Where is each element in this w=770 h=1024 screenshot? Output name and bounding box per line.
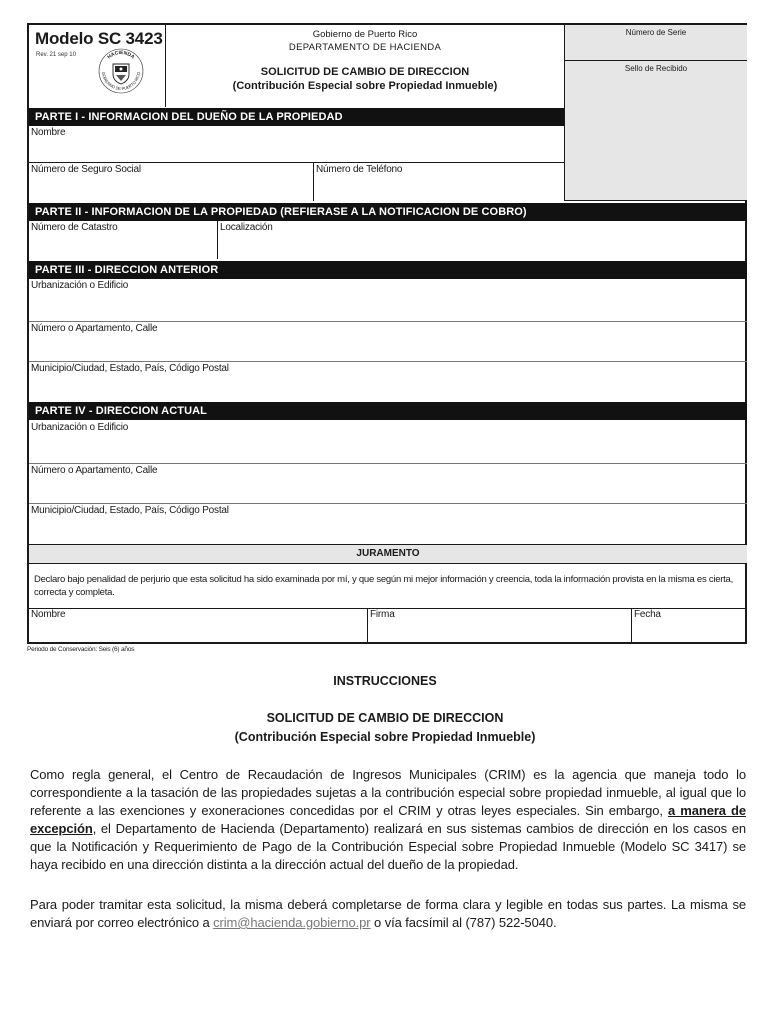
signature-field[interactable]: [368, 608, 631, 642]
previous-city-field[interactable]: [29, 362, 747, 401]
ssn-field[interactable]: [29, 163, 313, 201]
current-urbanization-label: Urbanización o Edificio: [31, 422, 129, 433]
phone-label: Número de Teléfono: [316, 164, 403, 175]
part3-header: PARTE III - DIRECCION ANTERIOR: [29, 261, 747, 279]
paragraph-2-text-end: o vía facsímil al (787) 522-5040.: [370, 915, 557, 930]
previous-city-label: Municipio/Ciudad, Estado, País, Código Postal: [31, 363, 229, 374]
paragraph-1-text-end: , el Departamento de Hacienda (Departamento) realizará en sus sistemas cambios de dirección en los casos en que la Notificación y Requerimiento de Pago de la Contribución Especial sobre Propiedad Inmueble (Modelo SC 3417) se haya recibido en una dirección distinta a la dirección actual del dueño de la propiedad.: [30, 821, 746, 872]
location-label: Localización: [220, 222, 273, 233]
instructions-title: SOLICITUD DE CAMBIO DE DIRECCION: [266, 711, 504, 725]
serial-number-box: [564, 25, 747, 61]
oath-statement: Declaro bajo penalidad de perjurio que esta solicitud ha sido examinada por mí, y que según mi mejor información y creencia, toda la información provista en la misma es cierta, correcta y completa.: [34, 574, 733, 598]
previous-street-label: Número o Apartamento, Calle: [31, 323, 158, 334]
svg-text:HACIENDA: HACIENDA: [106, 49, 136, 61]
cadastre-number-field[interactable]: [29, 221, 217, 259]
received-stamp-label: Sello de Recibido: [624, 64, 688, 73]
owner-name-label: Nombre: [31, 127, 66, 138]
received-stamp-box: [564, 61, 747, 201]
part2-header: PARTE II - INFORMACION DE LA PROPIEDAD (REFIERASE A LA NOTIFICACION DE COBRO): [29, 203, 747, 221]
previous-urbanization-label: Urbanización o Edificio: [31, 280, 129, 291]
instructions-subtitle: (Contribución Especial sobre Propiedad Inmueble): [234, 730, 536, 744]
previous-urbanization-field[interactable]: [29, 279, 747, 320]
instructions-paragraph-1: [30, 766, 746, 874]
signature-label: Firma: [370, 609, 395, 620]
form-id-block: [29, 25, 166, 107]
paragraph-2-text: Para poder tramitar esta solicitud, la misma deberá completarse de forma clara y legible en todas sus partes. La misma se enviará por correo electrónico a: [30, 897, 746, 930]
exception-emphasis: a manera de excepción: [30, 803, 746, 836]
current-city-field[interactable]: [29, 504, 747, 544]
retention-period: Periodo de Conservación: Seis (6) años: [27, 646, 135, 653]
part4-header: PARTE IV - DIRECCION ACTUAL: [29, 402, 747, 420]
svg-text:GOBIERNO DE PUERTO RICO: GOBIERNO DE PUERTO RICO: [100, 71, 142, 92]
oath-header: JURAMENTO: [29, 544, 747, 564]
current-city-label: Municipio/Ciudad, Estado, País, Código Postal: [31, 505, 229, 516]
date-field[interactable]: [632, 608, 747, 642]
instructions-paragraph-2: [30, 896, 746, 932]
form-title: SOLICITUD DE CAMBIO DE DIRECCION: [260, 66, 470, 78]
revision-date: Rev. 21 sep 10: [36, 52, 76, 58]
ssn-label: Número de Seguro Social: [31, 164, 141, 175]
hacienda-seal-icon: [97, 47, 145, 95]
phone-field[interactable]: [314, 163, 564, 201]
form-number: Modelo SC 3423: [35, 29, 163, 48]
current-urbanization-field[interactable]: [29, 421, 747, 463]
change-of-address-form: [27, 23, 747, 644]
part1-header: PARTE I - INFORMACION DEL DUEÑO DE LA PROPIEDAD: [29, 108, 564, 126]
signer-name-label: Nombre: [31, 609, 66, 620]
department-name: DEPARTAMENTO DE HACIENDA: [288, 42, 442, 53]
signer-name-field[interactable]: [29, 608, 367, 642]
date-label: Fecha: [634, 609, 661, 620]
owner-name-field[interactable]: [29, 126, 564, 162]
email-link[interactable]: crim@hacienda.gobierno.pr: [213, 915, 371, 930]
location-field[interactable]: [218, 221, 747, 259]
current-street-field[interactable]: [29, 464, 747, 503]
cadastre-number-label: Número de Catastro: [31, 222, 118, 233]
serial-number-label: Número de Serie: [625, 28, 687, 37]
previous-street-field[interactable]: [29, 322, 747, 361]
current-street-label: Número o Apartamento, Calle: [31, 465, 158, 476]
government-name: Gobierno de Puerto Rico: [312, 29, 418, 40]
form-header: [166, 25, 564, 107]
instructions-heading: INSTRUCCIONES: [333, 674, 437, 688]
paragraph-1-text: Como regla general, el Centro de Recaudación de Ingresos Municipales (CRIM) es la agencia que maneja todo lo correspondiente a la tasación de las propiedades sujetas a la contribución especial sobre propiedad inmueble, al igual que lo referente a las exenciones y exoneraciones concedidas por el CRIM y otras leyes especiales. Sin embargo,: [30, 767, 746, 818]
form-subtitle: (Contribución Especial sobre Propiedad Inmueble): [232, 80, 498, 92]
